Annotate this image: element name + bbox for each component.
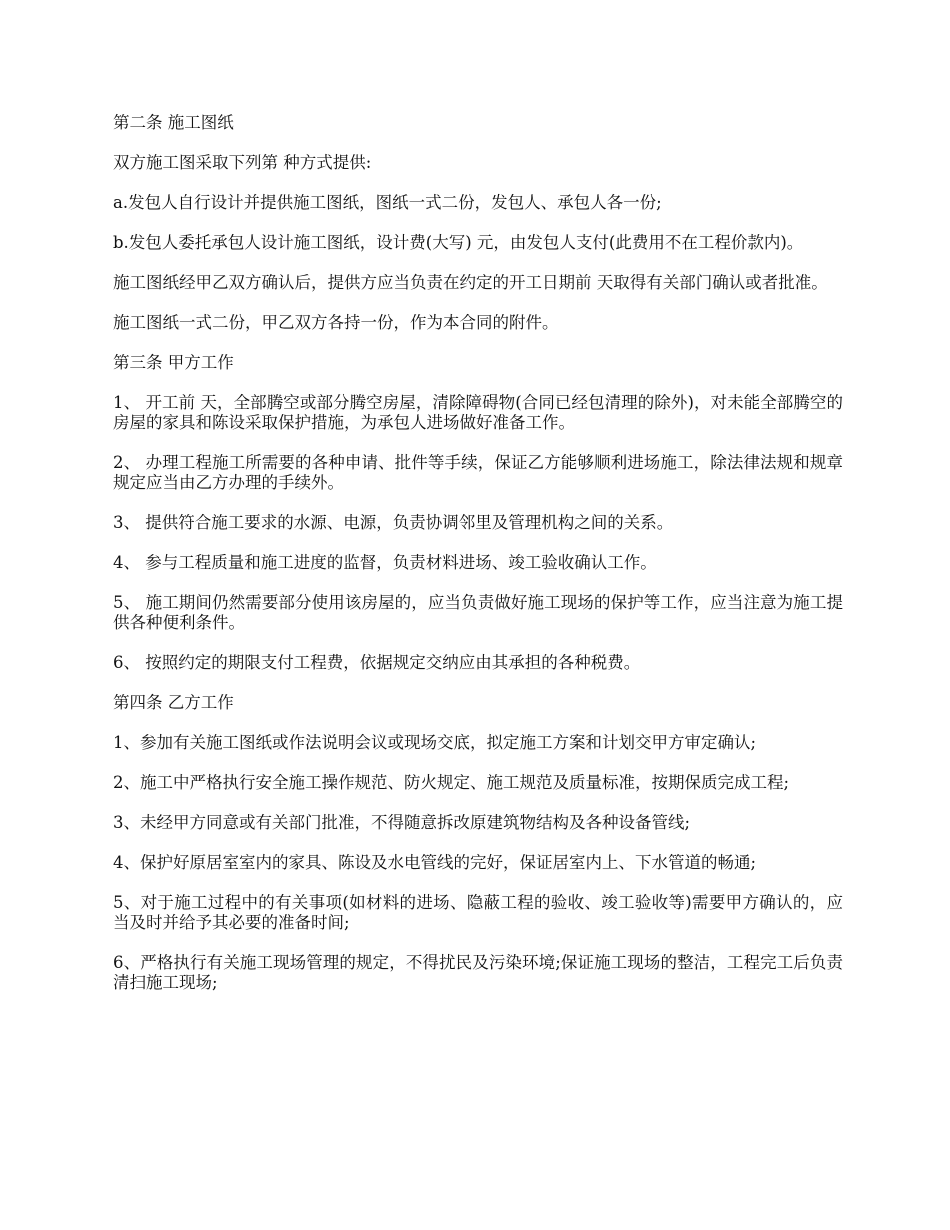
section-heading-party-a: 第三条 甲方工作 bbox=[113, 353, 234, 372]
list-item: 1、 开工前 天，全部腾空或部分腾空房屋，清除障碍物(合同已经包清理的除外)，对未能全部腾空的房屋的家具和陈设采取保护措施，为承包人进场做好准备工作。 bbox=[113, 393, 843, 432]
list-item: 2、 办理工程施工所需要的各种申请、批件等手续，保证乙方能够顺利进场施工，除法律法规和规章规定应当由乙方办理的手续外。 bbox=[113, 453, 843, 492]
list-item: 6、严格执行有关施工现场管理的规定，不得扰民及污染环境;保证施工现场的整洁，工程完工后负责清扫施工现场; bbox=[113, 953, 843, 992]
list-item: 4、 参与工程质量和施工进度的监督，负责材料进场、竣工验收确认工作。 bbox=[113, 553, 657, 572]
list-item: 1、参加有关施工图纸或作法说明会议或现场交底，拟定施工方案和计划交甲方审定确认; bbox=[113, 733, 757, 752]
list-item: 4、保护好原居室室内的家具、陈设及水电管线的完好，保证居室内上、下水管道的畅通; bbox=[113, 853, 757, 872]
paragraph: 施工图纸经甲乙双方确认后，提供方应当负责在约定的开工日期前 天取得有关部门确认或者批准。 bbox=[113, 273, 828, 292]
list-item: 3、未经甲方同意或有关部门批准，不得随意拆改原建筑物结构及各种设备管线; bbox=[113, 813, 691, 832]
section-heading-drawings: 第二条 施工图纸 bbox=[113, 113, 234, 132]
list-item: 5、 施工期间仍然需要部分使用该房屋的，应当负责做好施工现场的保护等工作，应当注意为施工提供各种便利条件。 bbox=[113, 593, 843, 632]
document-body bbox=[113, 113, 843, 1013]
list-item: 5、对于施工过程中的有关事项(如材料的进场、隐蔽工程的验收、竣工验收等)需要甲方确认的，应当及时并给予其必要的准备时间; bbox=[113, 893, 843, 932]
paragraph: a.发包人自行设计并提供施工图纸，图纸一式二份，发包人、承包人各一份; bbox=[113, 193, 662, 212]
paragraph: 双方施工图采取下列第 种方式提供: bbox=[113, 153, 372, 172]
list-item: 6、 按照约定的期限支付工程费，依据规定交纳应由其承担的各种税费。 bbox=[113, 653, 641, 672]
section-heading-party-b: 第四条 乙方工作 bbox=[113, 693, 234, 712]
list-item: 2、施工中严格执行安全施工操作规范、防火规定、施工规范及质量标准，按期保质完成工程; bbox=[113, 773, 790, 792]
paragraph: b.发包人委托承包人设计施工图纸，设计费(大写) 元，由发包人支付(此费用不在工程价款内)。 bbox=[113, 233, 804, 252]
list-item: 3、 提供符合施工要求的水源、电源，负责协调邻里及管理机构之间的关系。 bbox=[113, 513, 674, 532]
paragraph: 施工图纸一式二份，甲乙双方各持一份，作为本合同的附件。 bbox=[113, 313, 559, 332]
